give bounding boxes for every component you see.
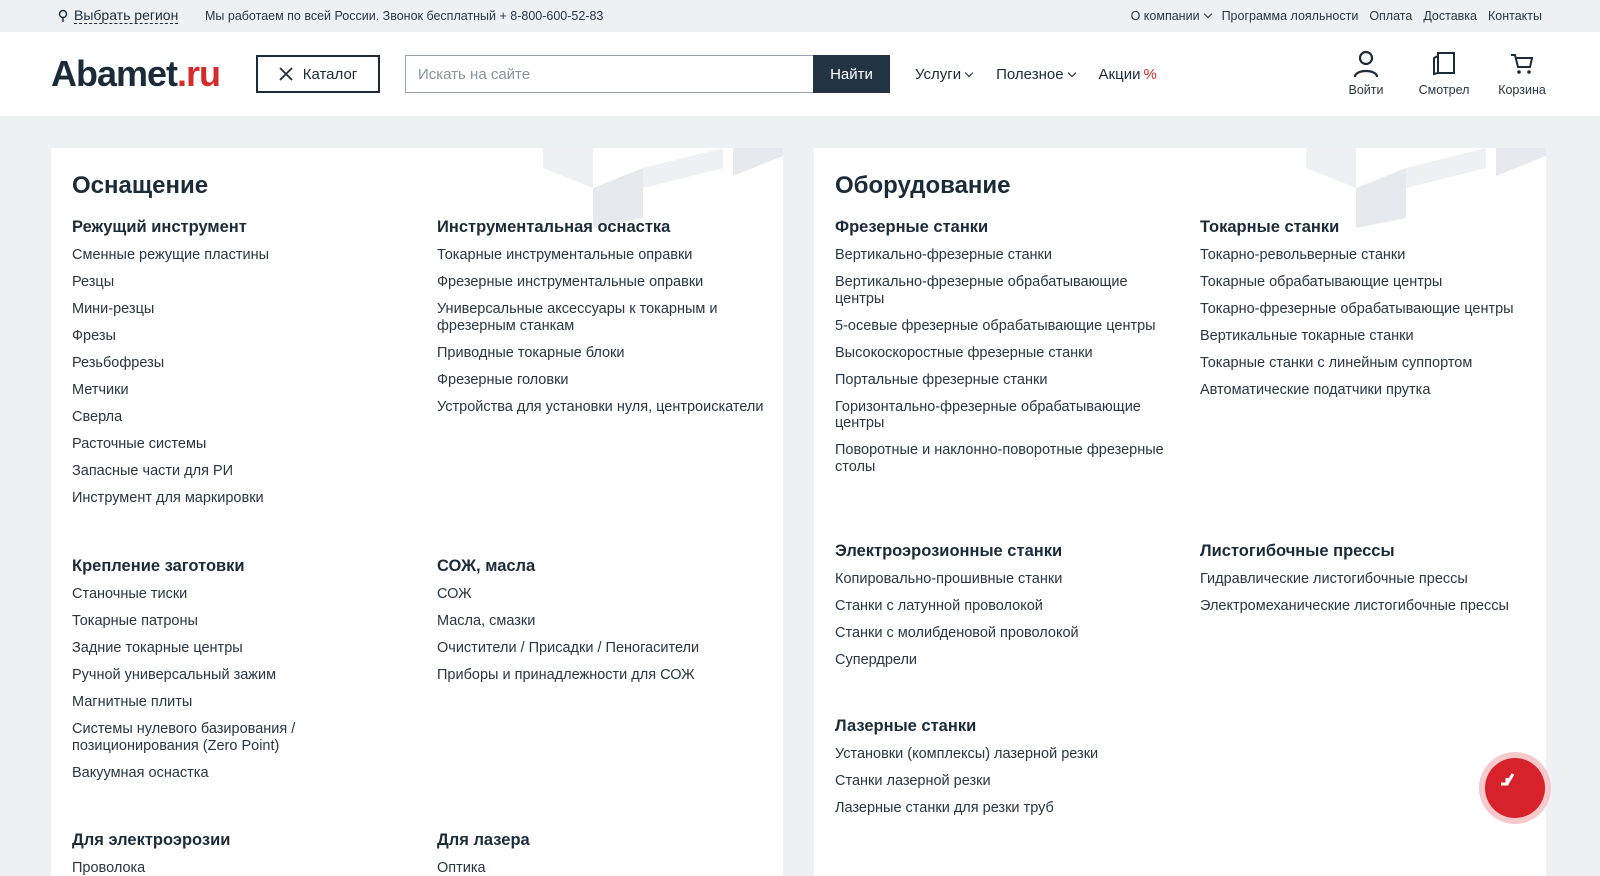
machinery-panel <box>814 148 1546 876</box>
list-item[interactable]: Токарные обрабатывающие центры <box>1200 274 1443 290</box>
list-item[interactable]: Магнитные плиты <box>72 694 193 710</box>
group-title[interactable]: Лазерные станки <box>835 717 977 735</box>
list-item[interactable]: Токарно-револьверные станки <box>1200 247 1406 263</box>
chevron-down-icon <box>1203 10 1211 18</box>
list-item[interactable]: Вертикально-фрезерные станки <box>835 247 1052 263</box>
list-item[interactable]: Автоматические податчики прутка <box>1200 382 1431 398</box>
top-link-delivery[interactable]: Доставка <box>1423 9 1477 23</box>
group-title[interactable]: СОЖ, масла <box>437 557 536 575</box>
cart-button[interactable]: Корзина <box>1496 50 1548 97</box>
category-group <box>72 831 412 876</box>
login-button[interactable]: Войти <box>1340 50 1392 97</box>
list-item[interactable]: Метчики <box>72 382 129 398</box>
list-item[interactable]: Расточные системы <box>72 436 207 452</box>
decorative-pattern <box>523 148 783 228</box>
list-item[interactable]: Копировально-прошивные станки <box>835 571 1063 587</box>
category-group <box>72 218 412 517</box>
header-icons <box>1340 50 1548 97</box>
percent-icon: % <box>1143 66 1157 83</box>
category-group <box>437 218 777 426</box>
list-item[interactable]: Задние токарные центры <box>72 640 243 656</box>
list-item[interactable]: Масла, смазки <box>437 613 536 629</box>
group-title[interactable]: Листогибочные прессы <box>1200 542 1395 560</box>
group-title[interactable]: Крепление заготовки <box>72 557 245 575</box>
list-item[interactable]: Гидравлические листогибочные прессы <box>1200 571 1468 587</box>
list-item[interactable]: Ручной универсальный зажим <box>72 667 277 683</box>
list-item[interactable]: Устройства для установки нуля, центроискатели <box>437 398 764 415</box>
search-button[interactable]: Найти <box>813 55 890 93</box>
list-item[interactable]: Фрезерные головки <box>437 371 569 388</box>
nav-services[interactable]: Услуги <box>915 66 972 83</box>
list-item[interactable]: Станки с латунной проволокой <box>835 598 1043 614</box>
chat-bubble-icon <box>1485 758 1545 818</box>
list-item[interactable]: Очистители / Присадки / Пеногасители <box>437 640 700 656</box>
list-item[interactable]: Фрезы <box>72 328 116 344</box>
list-item[interactable]: Сменные режущие пластины <box>72 247 270 263</box>
group-title[interactable]: Токарные станки <box>1200 218 1340 236</box>
group-title[interactable]: Для лазера <box>437 831 530 849</box>
cart-icon <box>1509 50 1535 78</box>
category-group <box>1200 542 1540 625</box>
group-title[interactable]: Для электроэрозии <box>72 831 231 849</box>
list-item[interactable]: Запасные части для РИ <box>72 463 234 479</box>
category-group <box>835 717 1175 827</box>
list-item[interactable]: Токарные патроны <box>72 613 198 629</box>
region-selector[interactable] <box>58 8 178 24</box>
category-group <box>437 557 777 694</box>
top-link-loyalty[interactable]: Программа лояльности <box>1221 9 1359 23</box>
category-group <box>437 831 777 876</box>
top-bar <box>0 0 1600 32</box>
group-title[interactable]: Фрезерные станки <box>835 218 989 236</box>
list-item[interactable]: Портальные фрезерные станки <box>835 371 1048 388</box>
list-item[interactable]: Токарные инструментальные оправки <box>437 247 693 263</box>
viewed-icon <box>1431 50 1457 78</box>
chevron-down-icon <box>1067 69 1075 77</box>
chat-button[interactable] <box>1479 752 1551 824</box>
list-item[interactable]: 5-осевые фрезерные обрабатывающие центры <box>835 317 1156 334</box>
list-item[interactable]: Станки с молибденовой проволокой <box>835 625 1079 641</box>
viewed-button[interactable]: Смотрел <box>1418 50 1470 97</box>
group-title[interactable]: Электроэрозионные станки <box>835 542 1063 560</box>
list-item[interactable]: Приборы и принадлежности для СОЖ <box>437 667 695 683</box>
nav-useful[interactable]: Полезное <box>996 66 1074 83</box>
category-group <box>835 542 1175 679</box>
catalog-button[interactable]: Каталог <box>256 55 380 93</box>
nav-promo[interactable]: Акции % <box>1098 66 1157 83</box>
logo[interactable]: Abamet.ru <box>51 53 221 94</box>
site-header <box>0 32 1600 116</box>
location-pin-icon <box>58 9 68 23</box>
panel-title: Оборудование <box>835 172 1011 199</box>
search-form <box>405 55 890 93</box>
list-item[interactable]: Лазерные станки для резки труб <box>835 800 1054 816</box>
group-title[interactable]: Режущий инструмент <box>72 218 247 236</box>
chevron-down-icon <box>965 69 973 77</box>
equipment-tooling-panel <box>51 148 783 876</box>
list-item[interactable]: Горизонтально-фрезерные обрабатывающие центры <box>835 398 1141 431</box>
top-link-contacts[interactable]: Контакты <box>1488 9 1542 23</box>
list-item[interactable]: Фрезерные инструментальные оправки <box>437 274 704 290</box>
list-item[interactable]: Вертикально-фрезерные обрабатывающие центры <box>835 274 1128 307</box>
top-link-payment[interactable]: Оплата <box>1369 9 1413 23</box>
list-item[interactable]: Резьбофрезы <box>72 355 165 371</box>
list-item[interactable]: Приводные токарные блоки <box>437 344 625 361</box>
list-item[interactable]: Станочные тиски <box>72 586 188 602</box>
list-item[interactable]: СОЖ <box>437 586 472 602</box>
list-item[interactable]: Сверла <box>72 409 123 425</box>
panel-title: Оснащение <box>72 172 209 199</box>
list-item[interactable]: Оптика <box>437 860 486 876</box>
group-title[interactable]: Инструментальная оснастка <box>437 218 671 236</box>
list-item[interactable]: Станки лазерной резки <box>835 773 991 789</box>
user-icon <box>1353 50 1379 78</box>
category-group <box>1200 218 1540 409</box>
info-text: Мы работаем по всей России. Звонок бесплатный + 8-800-600-52-83 <box>205 9 604 23</box>
list-item[interactable]: Токарные станки с линейным суппортом <box>1200 355 1473 371</box>
list-item[interactable]: Резцы <box>72 274 115 290</box>
list-item[interactable]: Вертикальные токарные станки <box>1200 328 1414 344</box>
list-item[interactable]: Универсальные аксессуары к токарным и фрезерным станкам <box>437 301 718 334</box>
list-item[interactable]: Высокоскоростные фрезерные станки <box>835 344 1093 361</box>
main-nav <box>915 66 1157 83</box>
search-input[interactable] <box>405 55 813 93</box>
top-link-about[interactable]: О компании <box>1131 9 1211 23</box>
top-links <box>1131 9 1542 23</box>
list-item[interactable]: Системы нулевого базирования / позиционирования (Zero Point) <box>72 721 296 754</box>
category-group <box>835 218 1165 486</box>
list-item[interactable]: Токарно-фрезерные обрабатывающие центры <box>1200 301 1514 317</box>
list-item[interactable]: Электромеханические листогибочные прессы <box>1200 598 1509 614</box>
category-group <box>72 557 412 792</box>
list-item[interactable]: Инструмент для маркировки <box>72 490 264 506</box>
phone-icon <box>1485 758 1545 818</box>
list-item[interactable]: Установки (комплексы) лазерной резки <box>835 746 1099 762</box>
list-item[interactable]: Проволока <box>72 860 146 876</box>
list-item[interactable]: Мини-резцы <box>72 301 155 317</box>
list-item[interactable]: Супердрели <box>835 652 918 668</box>
decorative-pattern <box>1286 148 1546 228</box>
region-link[interactable]: Выбрать регион <box>74 7 179 23</box>
list-item[interactable]: Вакуумная оснастка <box>72 764 209 781</box>
list-item[interactable]: Поворотные и наклонно-поворотные фрезерные столы <box>835 442 1164 475</box>
close-icon <box>279 67 293 81</box>
